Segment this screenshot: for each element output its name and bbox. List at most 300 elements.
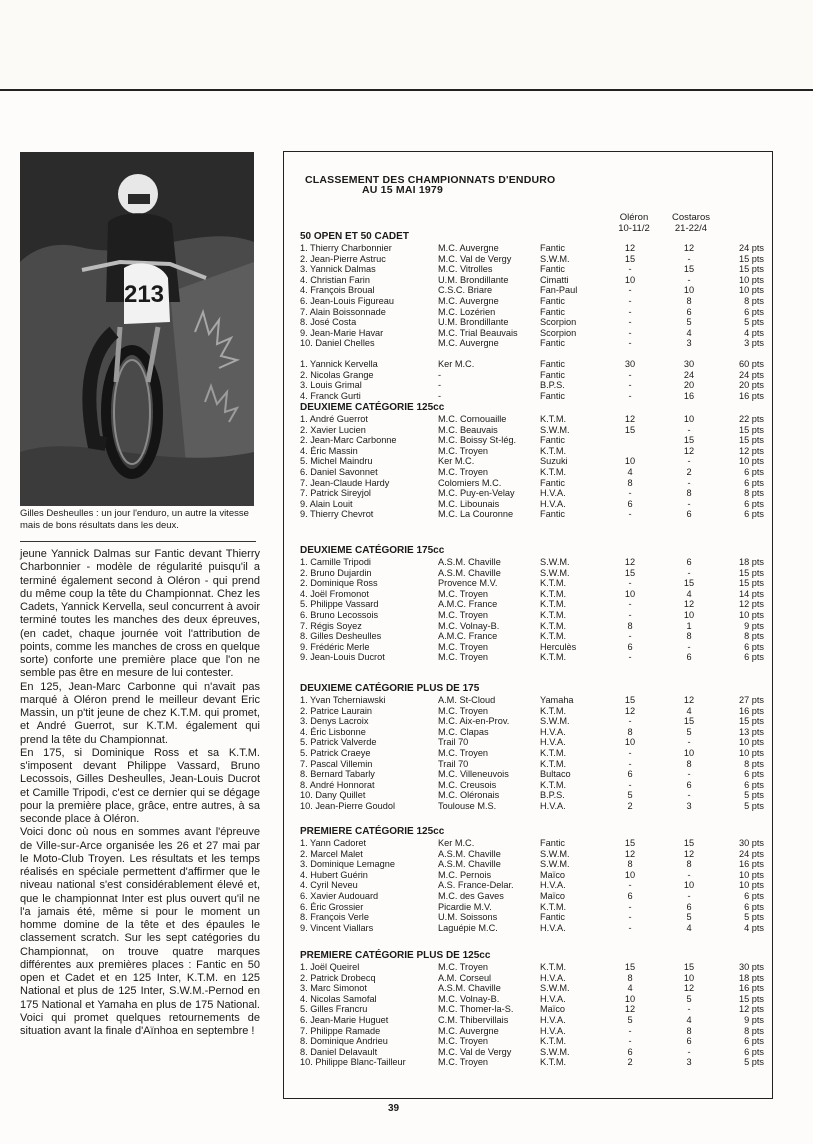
table-row	[300, 285, 765, 295]
oleron-points: -	[628, 338, 632, 349]
club: M.C. Troyen	[438, 467, 489, 477]
player-name: 4. Franck Gurti	[300, 390, 361, 401]
oleron-points: -	[628, 380, 632, 391]
motorcycle-make: K.T.M.	[540, 652, 567, 663]
oleron-points: -	[628, 610, 632, 620]
costaros-points: 5	[686, 912, 692, 923]
player-name: 6. Jean-Marie Huguet	[300, 1015, 389, 1025]
oleron-points: -	[628, 748, 632, 758]
player-name: 4. Christian Farin	[300, 274, 370, 285]
article-text	[20, 548, 260, 1038]
player-name: 10. Dany Quillet	[300, 790, 366, 801]
motorcycle-make: Fantic	[540, 306, 566, 317]
club: Picardie M.V.	[438, 901, 492, 912]
player-name: 3. Denys Lacroix	[300, 716, 369, 727]
motorcycle-make: S.W.M.	[540, 848, 570, 859]
table-row	[300, 478, 765, 488]
total-points: 24 pts	[738, 243, 764, 253]
oleron-points: 2	[627, 801, 633, 811]
costaros-points: -	[687, 477, 691, 488]
table-row	[300, 631, 765, 641]
club: M.C. Libounais	[438, 498, 500, 509]
oleron-points: 4	[627, 467, 633, 477]
total-points: 8 pts	[744, 296, 764, 306]
table-row	[300, 243, 765, 253]
club: A.S.M. Chaville	[438, 859, 501, 870]
player-name: 7. Régis Soyez	[300, 620, 362, 631]
oleron-points: 6	[627, 769, 633, 780]
total-points: 5 pts	[744, 912, 764, 923]
player-name: 2. Patrice Laurain	[300, 705, 373, 716]
club: M.C. Oléronais	[438, 790, 500, 801]
oleron-points: 10	[624, 274, 636, 285]
player-name: 7. Philippe Ramade	[300, 1025, 381, 1036]
club: M.C. Troyen	[438, 1057, 489, 1068]
oleron-points: -	[628, 369, 632, 380]
player-name: 5. Philippe Vassard	[300, 599, 379, 610]
costaros-points: 2	[686, 467, 692, 477]
club: M.C. Auvergne	[438, 1025, 499, 1036]
oleron-points: -	[628, 922, 632, 933]
oleron-points: 6	[627, 891, 633, 901]
total-points: 15 pts	[738, 567, 764, 578]
table-row	[300, 446, 765, 456]
oleron-points: -	[628, 779, 632, 790]
costaros-points: 10	[683, 285, 695, 296]
player-name: 4. François Broual	[300, 285, 375, 296]
total-points: 16 pts	[738, 859, 764, 870]
table-row	[300, 801, 765, 811]
club: A.M.C. France	[438, 599, 498, 610]
table-row	[300, 706, 765, 716]
club: M.C. Troyen	[438, 705, 489, 716]
club: M.C. Vitrolles	[438, 264, 493, 275]
player-name: 2. Dominique Ross	[300, 578, 378, 589]
table-row	[300, 780, 765, 790]
table-row	[300, 380, 765, 390]
column-oleron-header	[604, 212, 664, 234]
club: A.S.M. Chaville	[438, 567, 501, 578]
table-row	[300, 456, 765, 466]
oleron-dates: 10-11/2	[618, 223, 650, 234]
motorcycle-make: B.P.S.	[540, 790, 565, 801]
costaros-points: 5	[686, 317, 692, 328]
total-points: 15 pts	[738, 264, 764, 275]
club: M.C. Lozérien	[438, 306, 496, 317]
costaros-points: 8	[686, 1025, 692, 1036]
motorcycle-make: S.W.M.	[540, 716, 570, 727]
motorcycle-make: Fantic	[540, 390, 566, 401]
table-row	[300, 509, 765, 519]
club: Provence M.V.	[438, 578, 498, 589]
costaros-points: -	[687, 769, 691, 780]
costaros-points: -	[687, 891, 691, 901]
table-row	[300, 716, 765, 726]
costaros-points: -	[687, 869, 691, 880]
oleron-points: 15	[624, 695, 636, 705]
costaros-points: 12	[683, 983, 695, 994]
total-points: 6 pts	[744, 891, 764, 901]
total-points: 15 pts	[738, 424, 764, 435]
section-title: 50 OPEN ET 50 CADET	[300, 231, 409, 242]
player-name: 1. Yannick Kervella	[300, 359, 378, 369]
oleron-points: -	[628, 264, 632, 275]
player-name: 2. Bruno Dujardin	[300, 567, 372, 578]
oleron-points: 12	[624, 848, 636, 859]
player-name: 4. Joël Fromonot	[300, 588, 369, 599]
motorcycle-make: Fantic	[540, 359, 566, 369]
top-margin	[0, 0, 813, 88]
player-name: 1. Yvan Tcherniawski	[300, 695, 386, 705]
costaros-dates: 21-22/4	[674, 223, 708, 234]
table-row	[300, 1047, 765, 1057]
oleron-points: 15	[624, 962, 636, 972]
club: M.C. Auvergne	[438, 338, 499, 349]
oleron-points: -	[628, 488, 632, 499]
total-points: 60 pts	[738, 359, 764, 369]
costaros-points: 12	[683, 848, 695, 859]
table-row	[300, 467, 765, 477]
club: M.C. Troyen	[438, 962, 489, 972]
table-row	[300, 414, 765, 424]
club: M.C. Troyen	[438, 641, 489, 652]
costaros-points: 6	[686, 901, 692, 912]
oleron-points: 10	[624, 737, 636, 748]
costaros-points: 4	[686, 327, 692, 338]
club: Ker M.C.	[438, 359, 475, 369]
motorcycle-make: K.T.M.	[540, 414, 567, 424]
player-name: 3. Louis Grimal	[300, 380, 362, 391]
club: U.M. Soissons	[438, 912, 498, 923]
costaros-points: 4	[686, 922, 692, 933]
oleron-points: 5	[627, 1015, 633, 1025]
oleron-points: -	[628, 631, 632, 642]
motorcycle-make: K.T.M.	[540, 901, 567, 912]
costaros-points: 6	[686, 652, 692, 663]
club: A.M. Corseul	[438, 972, 492, 983]
motorcycle-make: H.V.A.	[540, 726, 566, 737]
article-paragraph: En 125, Jean-Marc Carbonne qui n'avait pas marqué à Oléron prend le meilleur devant Eric Massin, un p'tit jeune de chez K.T.M. qui promet, et André Guerrot, sur K.T.M. également qui prend la tête du Championnat.	[20, 680, 260, 746]
player-name: 8. François Verle	[300, 912, 369, 923]
table-title: CLASSEMENT DES CHAMPIONNATS D'ENDURO	[305, 174, 556, 186]
motorcycle-make: H.V.A.	[540, 880, 566, 891]
costaros-points: 10	[683, 748, 695, 758]
player-name: 1. Joël Queirel	[300, 962, 360, 972]
motorcycle-make: Fantic	[540, 338, 566, 349]
table-row	[300, 695, 765, 705]
total-points: 10 pts	[738, 274, 764, 285]
total-points: 10 pts	[738, 748, 764, 758]
club: A.S.M. Chaville	[438, 983, 501, 994]
player-name: 9. Jean-Louis Ducrot	[300, 652, 385, 663]
motorcycle-make: K.T.M.	[540, 962, 567, 972]
motorcycle-make: H.V.A.	[540, 1025, 566, 1036]
total-points: 13 pts	[738, 726, 764, 737]
total-points: 6 pts	[744, 498, 764, 509]
player-name: 5. Michel Maindru	[300, 456, 373, 467]
motorcycle-make: Herculès	[540, 641, 577, 652]
costaros-points: -	[687, 456, 691, 467]
table-row	[300, 621, 765, 631]
section-title: PREMIERE CATÉGORIE 125cc	[300, 826, 445, 837]
total-points: 12 pts	[738, 445, 764, 456]
club: -	[438, 390, 442, 401]
player-name: 2. Marcel Malet	[300, 848, 363, 859]
oleron-points: -	[628, 901, 632, 912]
motorcycle-make: Fantic	[540, 912, 566, 923]
oleron-points: 6	[627, 1046, 633, 1057]
table-row	[300, 1036, 765, 1046]
motocross-photo	[20, 152, 254, 506]
oleron-points: 15	[624, 567, 636, 578]
player-name: 2. Patrick Drobecq	[300, 972, 376, 983]
table-row	[300, 923, 765, 933]
table-row	[300, 370, 765, 380]
table-row	[300, 870, 765, 880]
table-row	[300, 912, 765, 922]
costaros-points: 4	[686, 588, 692, 599]
table-row	[300, 359, 765, 369]
oleron-points: 12	[624, 1004, 636, 1015]
player-name: 6. Xavier Audouard	[300, 891, 379, 901]
costaros-points: 15	[683, 578, 695, 589]
costaros-points: 4	[686, 705, 692, 716]
oleron-points: 15	[624, 424, 636, 435]
club: Colomiers M.C.	[438, 477, 502, 488]
motorcycle-make: S.W.M.	[540, 859, 570, 870]
club: C.M. Thibervillais	[438, 1015, 509, 1025]
player-name: 7. Alain Boissonnade	[300, 306, 386, 317]
player-name: 3. Marc Simonot	[300, 983, 367, 994]
player-name: 9. Frédéric Merle	[300, 641, 370, 652]
player-name: 10. Jean-Pierre Goudol	[300, 801, 395, 811]
table-row	[300, 880, 765, 890]
motorcycle-make: S.W.M.	[540, 567, 570, 578]
total-points: 10 pts	[738, 610, 764, 620]
oleron-points: 10	[624, 456, 636, 467]
club: A.S.M. Chaville	[438, 557, 501, 567]
club: M.C. Pernois	[438, 869, 492, 880]
player-name: 2. Jean-Marc Carbonne	[300, 435, 397, 446]
table-row	[300, 737, 765, 747]
club: M.C. Trial Beauvais	[438, 327, 518, 338]
club: -	[438, 380, 442, 391]
player-name: 2. Xavier Lucien	[300, 424, 366, 435]
table-date: AU 15 MAI 1979	[362, 184, 444, 196]
oleron-points: -	[628, 390, 632, 401]
club: C.S.C. Briare	[438, 285, 493, 296]
motorcycle-make: K.T.M.	[540, 578, 567, 589]
costaros-points: 3	[686, 338, 692, 349]
total-points: 15 pts	[738, 253, 764, 264]
costaros-points: 24	[683, 369, 695, 380]
table-row	[300, 578, 765, 588]
total-points: 4 pts	[744, 327, 764, 338]
costaros-points: -	[687, 274, 691, 285]
total-points: 8 pts	[744, 1025, 764, 1036]
total-points: 15 pts	[738, 435, 764, 446]
column-costaros-header	[661, 212, 721, 234]
oleron-points: 10	[624, 588, 636, 599]
motorcycle-make: H.V.A.	[540, 498, 566, 509]
club: Laguépie M.C.	[438, 922, 498, 933]
player-name: 3. Yannick Dalmas	[300, 264, 376, 275]
player-name: 7. Jean-Claude Hardy	[300, 477, 390, 488]
club: M.C. Troyen	[438, 588, 489, 599]
club: M.C. Troyen	[438, 652, 489, 663]
total-points: 30 pts	[738, 838, 764, 848]
motorcycle-make: Fantic	[540, 264, 566, 275]
oleron-points: -	[628, 652, 632, 663]
player-name: 6. Daniel Savonnet	[300, 467, 378, 477]
total-points: 9 pts	[744, 1015, 764, 1025]
table-row	[300, 488, 765, 498]
motorcycle-make: B.P.S.	[540, 380, 565, 391]
article-paragraph: jeune Yannick Dalmas sur Fantic devant Thierry Charbonnier - modèle de régularité puisqu'il a terminé également second à Oléron - qui prend du même coup la tête du Championnat. Chez les Cadets, Yannick Kervella, seul concurrent à avoir terminé toutes les manches des deux épreuves, (en cadet, chaque journée voit l'attribution de points, comme les manches de cross en quelque sorte) conforte une première place que l'on ne semble pas être en mesure de lui contester.	[20, 548, 260, 680]
motorcycle-make: K.T.M.	[540, 631, 567, 642]
costaros-points: 30	[683, 359, 695, 369]
table-row	[300, 264, 765, 274]
costaros-points: 12	[683, 599, 695, 610]
club: Ker M.C.	[438, 456, 475, 467]
player-name: 5. Gilles Francru	[300, 1004, 368, 1015]
table-row	[300, 557, 765, 567]
table-row	[300, 610, 765, 620]
oleron-points: 8	[627, 859, 633, 870]
costaros-points: 3	[686, 1057, 692, 1068]
club: M.C. Volnay-B.	[438, 620, 500, 631]
club: M.C. La Couronne	[438, 509, 514, 520]
total-points: 6 pts	[744, 901, 764, 912]
costaros-points: -	[687, 1046, 691, 1057]
costaros-points: 15	[683, 716, 695, 727]
oleron-points: -	[628, 912, 632, 923]
costaros-points: 10	[683, 880, 695, 891]
motorcycle-make: K.T.M.	[540, 620, 567, 631]
total-points: 3 pts	[744, 338, 764, 349]
player-name: 8. Gilles Desheulles	[300, 631, 382, 642]
table-row	[300, 568, 765, 578]
table-row	[300, 838, 765, 848]
total-points: 16 pts	[738, 983, 764, 994]
player-name: 9. Vincent Viallars	[300, 922, 374, 933]
table-row	[300, 1015, 765, 1025]
oleron-points: 4	[627, 983, 633, 994]
total-points: 22 pts	[738, 414, 764, 424]
player-name: 8. José Costa	[300, 317, 357, 328]
player-name: 2. Jean-Pierre Astruc	[300, 253, 386, 264]
table-row	[300, 748, 765, 758]
motorcycle-make: K.T.M.	[540, 779, 567, 790]
table-row	[300, 1026, 765, 1036]
motorcycle-make: Suzuki	[540, 456, 568, 467]
costaros-points: 20	[683, 380, 695, 391]
table-row	[300, 1057, 765, 1067]
oleron-points: 6	[627, 641, 633, 652]
club: M.C. des Gaves	[438, 891, 504, 901]
costaros-points: 6	[686, 509, 692, 520]
oleron-points: 10	[624, 869, 636, 880]
table-row	[300, 328, 765, 338]
costaros-label: Costaros	[671, 212, 710, 223]
table-row	[300, 307, 765, 317]
motorcycle-make: H.V.A.	[540, 922, 566, 933]
costaros-points: 6	[686, 1036, 692, 1047]
table-row	[300, 652, 765, 662]
oleron-points: -	[628, 1025, 632, 1036]
oleron-points: 30	[624, 359, 636, 369]
total-points: 9 pts	[744, 620, 764, 631]
oleron-points: -	[628, 716, 632, 727]
table-row	[300, 338, 765, 348]
oleron-points: -	[628, 306, 632, 317]
club: Trail 70	[438, 758, 469, 769]
club: M.C. Villeneuvois	[438, 769, 509, 780]
motorcycle-make: H.V.A.	[540, 993, 566, 1004]
club: M.C. Auvergne	[438, 296, 499, 306]
costaros-points: -	[687, 737, 691, 748]
costaros-points: 8	[686, 758, 692, 769]
player-name: 9. Alain Louit	[300, 498, 353, 509]
motorcycle-make: H.V.A.	[540, 737, 566, 748]
player-name: 8. Dominique Andrieu	[300, 1036, 388, 1047]
table-row	[300, 994, 765, 1004]
player-name: 8. Daniel Delavault	[300, 1046, 378, 1057]
costaros-points: 3	[686, 801, 692, 811]
club: A.M.C. France	[438, 631, 498, 642]
table-row	[300, 296, 765, 306]
oleron-points: 8	[627, 972, 633, 983]
table-row	[300, 317, 765, 327]
club: Ker M.C.	[438, 838, 475, 848]
oleron-points: 12	[624, 557, 636, 567]
motorcycle-make: S.W.M.	[540, 424, 570, 435]
motorcycle-make: K.T.M.	[540, 1057, 567, 1068]
club: M.C. Val de Vergy	[438, 253, 512, 264]
player-name: 7. Pascal Villemin	[300, 758, 373, 769]
total-points: 24 pts	[738, 848, 764, 859]
total-points: 10 pts	[738, 880, 764, 891]
club: M.C. Beauvais	[438, 424, 498, 435]
motorcycle-make: Bultaco	[540, 769, 571, 780]
photo-caption: Gilles Desheulles : un jour l'enduro, un autre la vitesse mais de bons résultats dans les deux.	[20, 508, 249, 531]
table-row	[300, 769, 765, 779]
costaros-points: 8	[686, 859, 692, 870]
total-points: 15 pts	[738, 578, 764, 589]
costaros-points: 8	[686, 631, 692, 642]
total-points: 10 pts	[738, 285, 764, 296]
oleron-points: 12	[624, 414, 636, 424]
motorcycle-make: Fantic	[540, 243, 566, 253]
table-row	[300, 962, 765, 972]
motorcycle-make: H.V.A.	[540, 488, 566, 499]
club: U.M. Brondillante	[438, 317, 509, 328]
total-points: 12 pts	[738, 1004, 764, 1015]
article-paragraph: Voici donc où nous en sommes avant l'épreuve de Ville-sur-Arce organisée les 26 et 27 mai par le Moto-Club Troyen. Les résultats et les temps réalisés en spéciale permettent d'affirmer que le niveau national s'est considérablement élevé et, que le championnat Inter est plus ouvert qu'il ne l'a jamais été, même si pour le moment un homme domine de la tête et des épaules le classement scratch. Sur les sept catégories du Championnat, on trouve quatre marques différentes aux premières places : Fantic en 50 open et Cadet et en 125 Inter, K.T.M. en 125 National et plus de 125 Inter, S.W.M.-Pernod en 175 National et Yamaha en plus de 175 National. Voici qui promet quelques retournements de situation avant la finale d'Aïnhoa en septembre !	[20, 826, 260, 1037]
player-name: 10. Philippe Blanc-Tailleur	[300, 1057, 406, 1068]
total-points: 15 pts	[738, 716, 764, 727]
costaros-points: -	[687, 641, 691, 652]
player-name: 5. Patrick Craeye	[300, 748, 371, 758]
motorcycle-make: H.V.A.	[540, 801, 566, 811]
costaros-points: 4	[686, 1015, 692, 1025]
motorcycle-make: K.T.M.	[540, 748, 567, 758]
article-paragraphs	[20, 548, 260, 1038]
club: M.C. Thomer-la-S.	[438, 1004, 514, 1015]
club: Trail 70	[438, 737, 469, 748]
motorcycle-make: Maïco	[540, 1004, 566, 1015]
motorcycle-make: Yamaha	[540, 695, 574, 705]
